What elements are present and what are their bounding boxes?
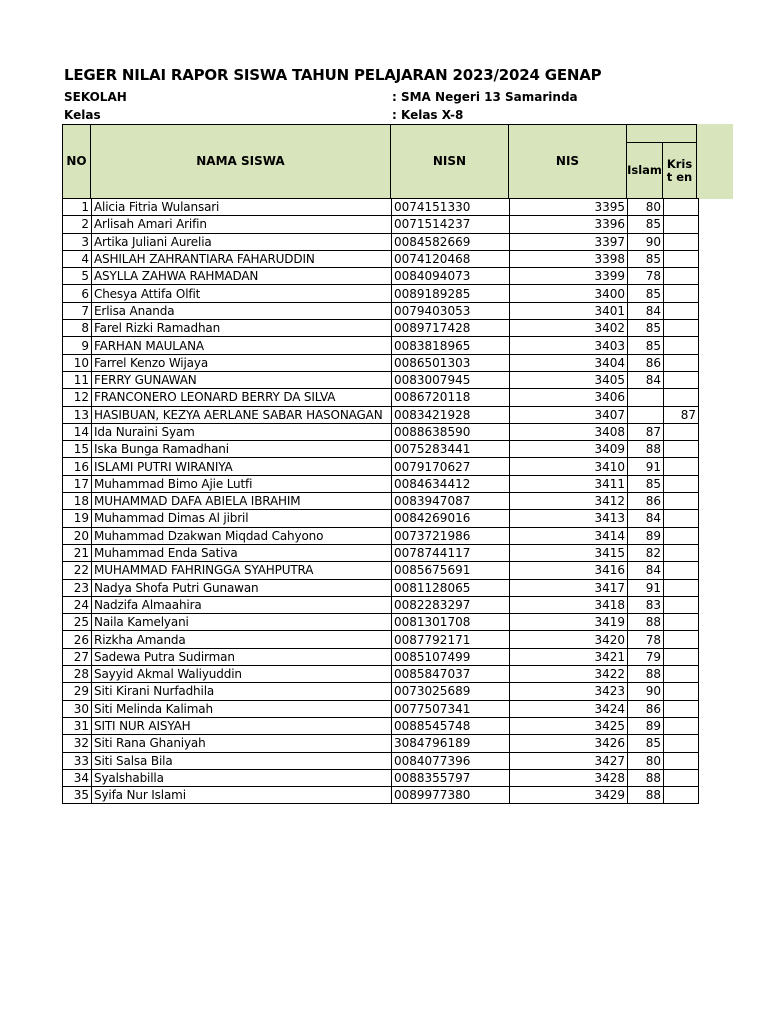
cell-nisn: 0084269016 — [392, 510, 510, 527]
table-row — [63, 302, 699, 319]
cell-islam: 86 — [628, 354, 664, 371]
cell-islam: 84 — [628, 562, 664, 579]
cell-nama-siswa: Siti Kirani Nurfadhila — [92, 683, 392, 700]
cell-islam — [628, 389, 664, 406]
cell-nisn: 0083947087 — [392, 493, 510, 510]
cell-kristen — [664, 683, 699, 700]
cell-nama-siswa: Iska Bunga Ramadhani — [92, 441, 392, 458]
cell-no: 7 — [63, 302, 92, 319]
table-row — [63, 320, 699, 337]
cell-nis: 3406 — [510, 389, 628, 406]
cell-no: 29 — [63, 683, 92, 700]
cell-islam: 88 — [628, 787, 664, 804]
cell-nisn: 0078744117 — [392, 544, 510, 561]
cell-islam: 79 — [628, 648, 664, 665]
cell-kristen — [664, 389, 699, 406]
cell-islam: 86 — [628, 493, 664, 510]
cell-islam: 85 — [628, 320, 664, 337]
cell-no: 24 — [63, 596, 92, 613]
cell-nisn: 0084634412 — [392, 475, 510, 492]
table-row — [63, 614, 699, 631]
table-row — [63, 631, 699, 648]
cell-nama-siswa: SITI NUR AISYAH — [92, 717, 392, 734]
cell-kristen — [664, 562, 699, 579]
table-row — [63, 233, 699, 250]
cell-nama-siswa: Muhammad Bimo Ajie Lutfi — [92, 475, 392, 492]
cell-nama-siswa: Ida Nuraini Syam — [92, 423, 392, 440]
cell-islam: 89 — [628, 717, 664, 734]
meta-label-kelas: Kelas — [64, 108, 101, 122]
cell-islam: 86 — [628, 700, 664, 717]
cell-islam: 85 — [628, 475, 664, 492]
cell-islam: 78 — [628, 631, 664, 648]
cell-nisn: 0079170627 — [392, 458, 510, 475]
cell-nis: 3400 — [510, 285, 628, 302]
cell-no: 4 — [63, 250, 92, 267]
cell-no: 21 — [63, 544, 92, 561]
cell-islam: 89 — [628, 527, 664, 544]
cell-islam: 84 — [628, 302, 664, 319]
cell-no: 26 — [63, 631, 92, 648]
cell-nisn: 3084796189 — [392, 735, 510, 752]
cell-nisn: 0075283441 — [392, 441, 510, 458]
cell-nama-siswa: Muhammad Dimas Al jibril — [92, 510, 392, 527]
cell-kristen — [664, 614, 699, 631]
table-row — [63, 510, 699, 527]
cell-kristen — [664, 493, 699, 510]
cell-nama-siswa: ISLAMI PUTRI WIRANIYA — [92, 458, 392, 475]
cell-nama-siswa: Chesya Attifa Olfit — [92, 285, 392, 302]
cell-no: 8 — [63, 320, 92, 337]
cell-nama-siswa: Sadewa Putra Sudirman — [92, 648, 392, 665]
cell-kristen — [664, 250, 699, 267]
document-title: LEGER NILAI RAPOR SISWA TAHUN PELAJARAN 2023/2024 GENAP — [64, 66, 602, 84]
table-row — [63, 544, 699, 561]
cell-no: 13 — [63, 406, 92, 423]
cell-nis: 3396 — [510, 216, 628, 233]
cell-nama-siswa: ASHILAH ZAHRANTIARA FAHARUDDIN — [92, 250, 392, 267]
cell-nis: 3426 — [510, 735, 628, 752]
cell-kristen — [664, 752, 699, 769]
cell-nama-siswa: HASIBUAN, KEZYA AERLANE SABAR HASONAGAN — [92, 406, 392, 423]
cell-kristen — [664, 735, 699, 752]
cell-kristen — [664, 233, 699, 250]
cell-no: 15 — [63, 441, 92, 458]
table-row — [63, 268, 699, 285]
cell-nisn: 0089717428 — [392, 320, 510, 337]
cell-nama-siswa: Siti Salsa Bila — [92, 752, 392, 769]
cell-nisn: 0077507341 — [392, 700, 510, 717]
cell-islam: 88 — [628, 441, 664, 458]
table-row — [63, 423, 699, 440]
cell-nis: 3411 — [510, 475, 628, 492]
cell-no: 23 — [63, 579, 92, 596]
cell-nisn: 0079403053 — [392, 302, 510, 319]
table-row — [63, 752, 699, 769]
cell-islam: 85 — [628, 735, 664, 752]
cell-nisn: 0083421928 — [392, 406, 510, 423]
cell-no: 20 — [63, 527, 92, 544]
cell-kristen — [664, 371, 699, 388]
header-nisn: NISN — [390, 124, 509, 199]
meta-value-kelas: : Kelas X-8 — [392, 108, 464, 122]
cell-nisn: 0086720118 — [392, 389, 510, 406]
cell-nama-siswa: Sayyid Akmal Waliyuddin — [92, 666, 392, 683]
table-row — [63, 406, 699, 423]
cell-nis: 3424 — [510, 700, 628, 717]
cell-nama-siswa: Siti Melinda Kalimah — [92, 700, 392, 717]
cell-nama-siswa: Siti Rana Ghaniyah — [92, 735, 392, 752]
cell-no: 32 — [63, 735, 92, 752]
cell-no: 22 — [63, 562, 92, 579]
cell-nama-siswa: Muhammad Enda Sativa — [92, 544, 392, 561]
cell-no: 34 — [63, 769, 92, 786]
cell-nis: 3423 — [510, 683, 628, 700]
cell-nisn: 0087792171 — [392, 631, 510, 648]
cell-no: 35 — [63, 787, 92, 804]
header-no: NO — [62, 124, 91, 199]
cell-islam: 85 — [628, 285, 664, 302]
cell-kristen — [664, 337, 699, 354]
cell-no: 28 — [63, 666, 92, 683]
cell-no: 2 — [63, 216, 92, 233]
cell-nisn: 0074120468 — [392, 250, 510, 267]
cell-kristen — [664, 285, 699, 302]
cell-islam — [628, 406, 664, 423]
cell-nama-siswa: Syifa Nur Islami — [92, 787, 392, 804]
cell-kristen — [664, 510, 699, 527]
cell-nisn: 0084077396 — [392, 752, 510, 769]
cell-nis: 3415 — [510, 544, 628, 561]
cell-islam: 85 — [628, 337, 664, 354]
cell-nis: 3407 — [510, 406, 628, 423]
cell-nis: 3416 — [510, 562, 628, 579]
cell-no: 9 — [63, 337, 92, 354]
cell-kristen — [664, 579, 699, 596]
cell-nis: 3399 — [510, 268, 628, 285]
cell-nis: 3408 — [510, 423, 628, 440]
cell-nama-siswa: Artika Juliani Aurelia — [92, 233, 392, 250]
table-row — [63, 441, 699, 458]
cell-kristen — [664, 700, 699, 717]
cell-nisn: 0088638590 — [392, 423, 510, 440]
cell-nama-siswa: FARHAN MAULANA — [92, 337, 392, 354]
meta-value-sekolah: : SMA Negeri 13 Samarinda — [392, 90, 578, 104]
cell-islam: 88 — [628, 614, 664, 631]
cell-kristen — [664, 216, 699, 233]
cell-nisn: 0074151330 — [392, 199, 510, 216]
cell-nis: 3409 — [510, 441, 628, 458]
cell-nisn: 0084582669 — [392, 233, 510, 250]
cell-nisn: 0084094073 — [392, 268, 510, 285]
cell-islam: 83 — [628, 596, 664, 613]
cell-nisn: 0071514237 — [392, 216, 510, 233]
cell-nisn: 0085675691 — [392, 562, 510, 579]
cell-nama-siswa: Nadya Shofa Putri Gunawan — [92, 579, 392, 596]
cell-no: 16 — [63, 458, 92, 475]
cell-nama-siswa: Nadzifa Almaahira — [92, 596, 392, 613]
table-row — [63, 337, 699, 354]
cell-nisn: 0073025689 — [392, 683, 510, 700]
cell-nama-siswa: ASYLLA ZAHWA RAHMADAN — [92, 268, 392, 285]
cell-no: 5 — [63, 268, 92, 285]
table-row — [63, 666, 699, 683]
cell-nisn: 0089977380 — [392, 787, 510, 804]
table-row — [63, 735, 699, 752]
cell-islam: 82 — [628, 544, 664, 561]
cell-no: 14 — [63, 423, 92, 440]
table-row — [63, 475, 699, 492]
header-nis: NIS — [508, 124, 627, 199]
cell-no: 33 — [63, 752, 92, 769]
table-row — [63, 371, 699, 388]
cell-nis: 3418 — [510, 596, 628, 613]
table-row — [63, 596, 699, 613]
cell-islam: 78 — [628, 268, 664, 285]
cell-kristen — [664, 769, 699, 786]
cell-nis: 3420 — [510, 631, 628, 648]
cell-no: 12 — [63, 389, 92, 406]
cell-no: 17 — [63, 475, 92, 492]
cell-nisn: 0089189285 — [392, 285, 510, 302]
cell-no: 3 — [63, 233, 92, 250]
cell-nisn: 0085847037 — [392, 666, 510, 683]
header-fill — [697, 124, 733, 199]
table-row — [63, 285, 699, 302]
cell-nisn: 0083007945 — [392, 371, 510, 388]
header-kristen: Krist en — [662, 142, 697, 199]
cell-no: 6 — [63, 285, 92, 302]
cell-nama-siswa: Farrel Kenzo Wijaya — [92, 354, 392, 371]
header-agama-group — [626, 124, 697, 143]
cell-nis: 3425 — [510, 717, 628, 734]
cell-nisn: 0085107499 — [392, 648, 510, 665]
cell-no: 30 — [63, 700, 92, 717]
cell-nama-siswa: MUHAMMAD FAHRINGGA SYAHPUTRA — [92, 562, 392, 579]
cell-nisn: 0088355797 — [392, 769, 510, 786]
cell-islam: 85 — [628, 216, 664, 233]
cell-nis: 3422 — [510, 666, 628, 683]
table-row — [63, 493, 699, 510]
cell-islam: 80 — [628, 752, 664, 769]
cell-islam: 90 — [628, 683, 664, 700]
cell-nama-siswa: Arlisah Amari Arifin — [92, 216, 392, 233]
table-row — [63, 389, 699, 406]
cell-nis: 3413 — [510, 510, 628, 527]
cell-nama-siswa: Farel Rizki Ramadhan — [92, 320, 392, 337]
cell-kristen — [664, 354, 699, 371]
cell-no: 31 — [63, 717, 92, 734]
cell-nisn: 0081128065 — [392, 579, 510, 596]
cell-nis: 3397 — [510, 233, 628, 250]
cell-no: 19 — [63, 510, 92, 527]
cell-nama-siswa: Syalshabilla — [92, 769, 392, 786]
cell-nis: 3429 — [510, 787, 628, 804]
cell-nis: 3405 — [510, 371, 628, 388]
cell-islam: 87 — [628, 423, 664, 440]
cell-nis: 3417 — [510, 579, 628, 596]
cell-nis: 3404 — [510, 354, 628, 371]
cell-kristen — [664, 268, 699, 285]
cell-kristen — [664, 458, 699, 475]
cell-nama-siswa: FERRY GUNAWAN — [92, 371, 392, 388]
cell-islam: 85 — [628, 250, 664, 267]
table-row — [63, 216, 699, 233]
cell-nama-siswa: Muhammad Dzakwan Miqdad Cahyono — [92, 527, 392, 544]
cell-nis: 3398 — [510, 250, 628, 267]
cell-kristen — [664, 302, 699, 319]
cell-islam: 88 — [628, 666, 664, 683]
cell-nis: 3421 — [510, 648, 628, 665]
cell-kristen — [664, 666, 699, 683]
table-row — [63, 717, 699, 734]
cell-kristen — [664, 527, 699, 544]
cell-kristen — [664, 441, 699, 458]
cell-no: 10 — [63, 354, 92, 371]
cell-islam: 91 — [628, 458, 664, 475]
cell-nama-siswa: MUHAMMAD DAFA ABIELA IBRAHIM — [92, 493, 392, 510]
cell-nis: 3414 — [510, 527, 628, 544]
cell-nama-siswa: Naila Kamelyani — [92, 614, 392, 631]
header-islam: Islam — [626, 142, 663, 199]
cell-nis: 3427 — [510, 752, 628, 769]
cell-islam: 80 — [628, 199, 664, 216]
cell-kristen: 87 — [664, 406, 699, 423]
cell-kristen — [664, 320, 699, 337]
cell-nis: 3419 — [510, 614, 628, 631]
cell-kristen — [664, 544, 699, 561]
table-row — [63, 354, 699, 371]
cell-nisn: 0082283297 — [392, 596, 510, 613]
cell-nis: 3395 — [510, 199, 628, 216]
table-row — [63, 648, 699, 665]
table-row — [63, 769, 699, 786]
cell-nisn: 0083818965 — [392, 337, 510, 354]
cell-no: 25 — [63, 614, 92, 631]
cell-kristen — [664, 648, 699, 665]
cell-no: 11 — [63, 371, 92, 388]
cell-nis: 3402 — [510, 320, 628, 337]
header-nama-siswa: NAMA SISWA — [90, 124, 391, 199]
grades-table — [62, 198, 699, 804]
cell-nisn: 0081301708 — [392, 614, 510, 631]
meta-label-sekolah: SEKOLAH — [64, 90, 127, 104]
cell-nis: 3401 — [510, 302, 628, 319]
cell-nis: 3403 — [510, 337, 628, 354]
cell-no: 18 — [63, 493, 92, 510]
cell-islam: 90 — [628, 233, 664, 250]
table-row — [63, 199, 699, 216]
cell-nama-siswa: FRANCONERO LEONARD BERRY DA SILVA — [92, 389, 392, 406]
table-row — [63, 700, 699, 717]
cell-nis: 3428 — [510, 769, 628, 786]
cell-islam: 84 — [628, 510, 664, 527]
cell-kristen — [664, 423, 699, 440]
cell-nama-siswa: Erlisa Ananda — [92, 302, 392, 319]
cell-kristen — [664, 199, 699, 216]
table-row — [63, 562, 699, 579]
cell-nisn: 0086501303 — [392, 354, 510, 371]
cell-kristen — [664, 787, 699, 804]
cell-nisn: 0073721986 — [392, 527, 510, 544]
cell-kristen — [664, 631, 699, 648]
cell-nama-siswa: Alicia Fitria Wulansari — [92, 199, 392, 216]
cell-kristen — [664, 717, 699, 734]
table-row — [63, 787, 699, 804]
table-row — [63, 458, 699, 475]
cell-nama-siswa: Rizkha Amanda — [92, 631, 392, 648]
table-row — [63, 579, 699, 596]
table-body — [63, 199, 699, 804]
cell-islam: 84 — [628, 371, 664, 388]
table-row — [63, 683, 699, 700]
cell-kristen — [664, 596, 699, 613]
cell-nis: 3412 — [510, 493, 628, 510]
cell-no: 1 — [63, 199, 92, 216]
cell-kristen — [664, 475, 699, 492]
cell-nis: 3410 — [510, 458, 628, 475]
cell-islam: 91 — [628, 579, 664, 596]
cell-islam: 88 — [628, 769, 664, 786]
cell-nisn: 0088545748 — [392, 717, 510, 734]
table-row — [63, 250, 699, 267]
table-row — [63, 527, 699, 544]
cell-no: 27 — [63, 648, 92, 665]
